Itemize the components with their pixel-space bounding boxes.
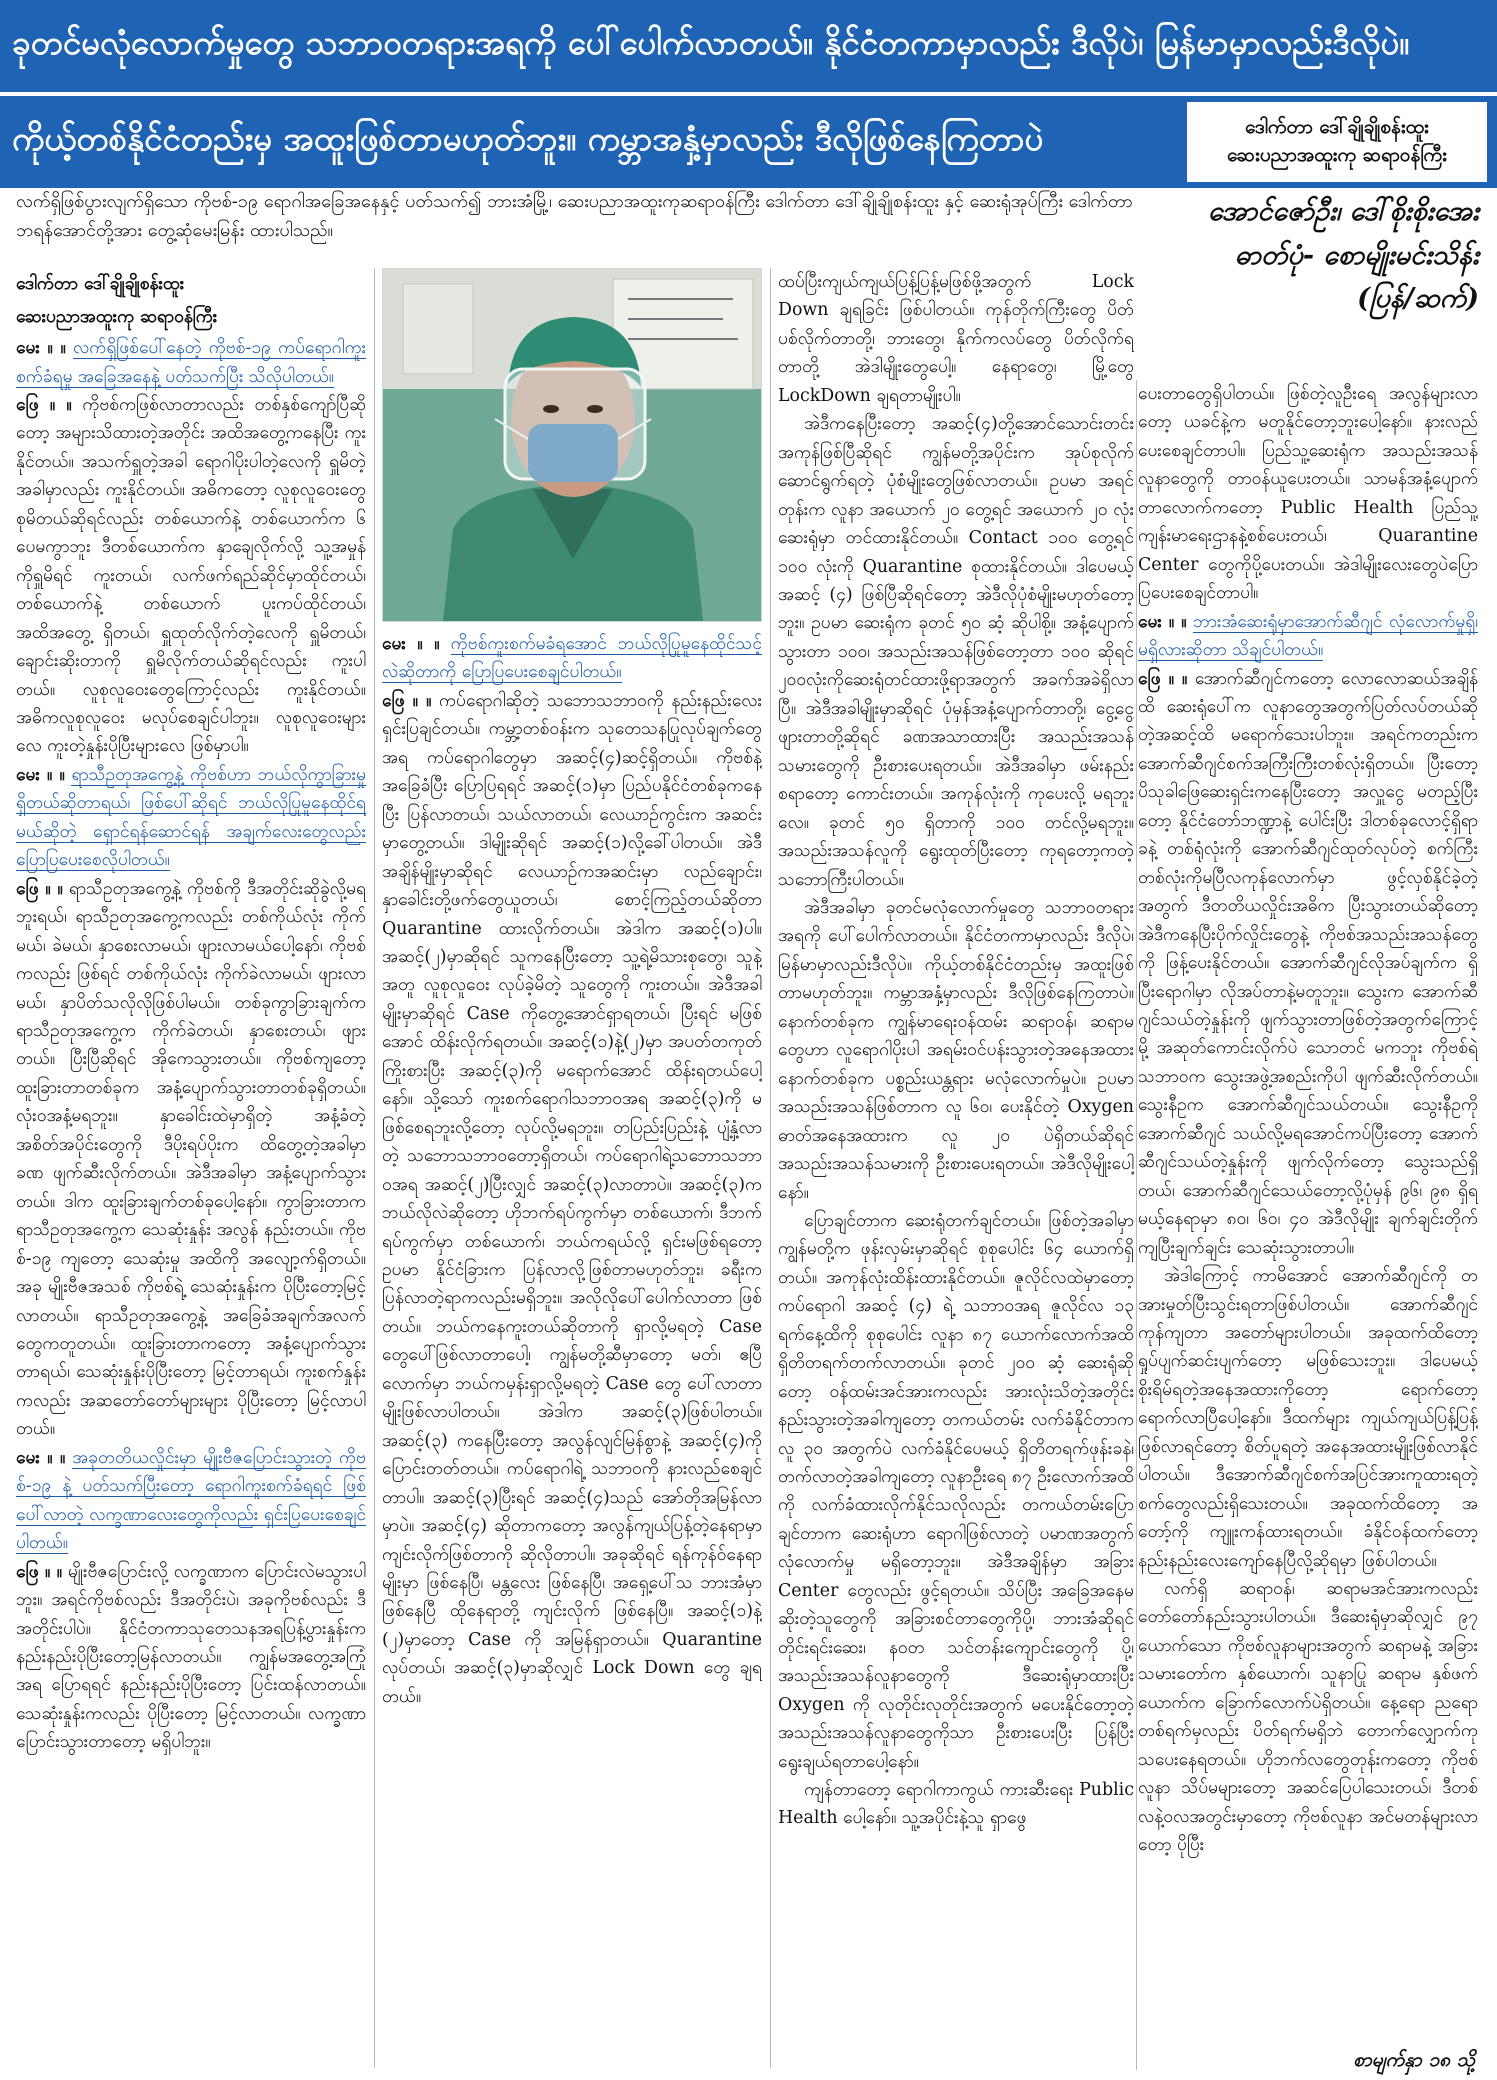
- answer-paragraph: [16, 1558, 366, 1757]
- body-paragraph: အဲဒီကနေပြီးတော့ အဆင့်(၄)တို့အောင်သောင်းတင်း အကုန်ဖြစ်ပြီဆိုရင် ကျွန်မတို့အပိုင်းက အုပ်စုလိုက် ဆောင်ရွက်ရတဲ့ ပုံစံမျိုးတွေဖြစ်လာတယ်။ ဥပမာ အရင်တုန်းက လူနာ အယောက် ၂၀ တွေ့ရင် အယောက် ၂၀ လုံး ဆေးရုံမှာ တင်ထားနိုင်တယ်။ Contact ၁၀၀ တွေ့ရင် ၁၀၀ လုံးကို Quarantine စုထားနိုင်တယ်။ ဒါပေမယ့် အဆင့် (၄) ဖြစ်ပြီဆိုရင်တော့ အဲဒီလိုပုံစံမျိုးမဟုတ်တော့ဘူး။ ဥပမာ ဆေးရုံက ခုတင် ၅၀ ဆံ့ ဆိုပါစို့။ အနံ့ပျောက်သွားတာ ၁၀၀၊ အသည်းအသန်ဖြစ်တော့တာ ၁၀၀ ဆိုရင် ၂၀၀လုံးကိုဆေးရုံတင်ထားဖို့ရာအတွက် အခက်အခဲရှိလာပြီ။ အဲဒီအခါမျိုးမှာဆိုရင် ပုံမှန်အနံ့ပျောက်တာတို့၊ ငွေ့ငွေ့ဖျားတာတို့ဆိုရင် ခဏအသာထားပြီး အသည်းအသန်သမားတွေကို ဦးစားပေးရတယ်။ အဲဒီအခါမှာ ဖမ်းနည်းစရာတော့ ကောင်းတယ်။ အကုန်လုံးကို ကုပေးလို့ မရဘူးလေ။ ခုတင် ၅၀ ရှိတာကို ၁၀၀ တင်လို့မရဘူး။ အသည်းအသန်လူကို ရွေးထုတ်ပြီးတော့ ကုရတော့ကတဲ့သဘောကြီးပါတယ်။: [778, 414, 1134, 890]
- body-paragraph: ပြောချင်တာက ဆေးရုံတက်ချင်တယ်။ ဖြစ်တဲ့အခါမှာ ကျွန်မတို့က ဖုန်းလှမ်းမှာဆိုရင် စုစုပေါင်း ၆၄ ယောက်ရှိတယ်။ အကုန်လုံးထိန်းထားနိုင်တယ်။ ဇူလိုင်လထဲမှာတော့ ကပ်ရောဂါ အဆင့် (၄) ရဲ့ သဘာဝအရ ဇူလိုင်လ ၁၃ ရက်နေ့ထိကို စုစုပေါင်း လူနာ ၈၇ ယောက်လောက်အထိ ရှိတိတရက်တက်လာတယ်။ ခုတင် ၂၀၀ ဆံ့ ဆေးရုံဆိုတော့ ဝန်ထမ်းအင်အားကလည်း အားလုံးသိတဲ့အတိုင်း နည်းသွားတဲ့အခါကျတော့ တကယ်တမ်း လက်ခံနိုင်တာက လူ ၃၀ အတွက်ပဲ လက်ခံနိုင်ပေမယ့် ရှိတိတရက်ဖုန်းခနဲ၊ တက်လာတဲ့အခါကျတော့ လူနာဦးရေ ၈၇ ဦးလောက်အထိကို လက်ခံထားလိုက်နိုင်သလိုလည်း တကယ်တမ်းပြောချင်တာက ဆေးရုံဟာ ရောဂါဖြစ်လာတဲ့ ပမာဏအတွက် လုံလောက်မှု မရှိတော့ဘူး။ အဲဒီအချိန်မှာ အခြား Center တွေလည်း ဖွင့်ရတယ်။ သိပ်ပြီး အခြေအနေမဆိုးတဲ့သူတွေကို အခြားစင်တာတွေကိုပို့၊ ဘားအံဆိုရင် တိုင်းရင်းဆေး၊ နဝတ သင်တန်းကျောင်းတွေကို ပို့၊ အသည်းအသန်လူနာတွေကို ဒီဆေးရုံမှာထားပြီး Oxygen ကို လုတိုင်းလုတိုင်းအတွက် မပေးနိုင်တော့တဲ့ အသည်းအသန်လူနာတွေကိုသာ ဦးစားပေးပြီး ပြန်ပြီး ရွေးချယ်ရတာပေါ့နော်။: [778, 1210, 1134, 1772]
- column-divider: [374, 268, 375, 2068]
- continued-on-page: စာမျက်နှာ ၁၈ သို့: [1353, 2049, 1475, 2071]
- answer-marker: ဖြေ ။ ။: [16, 878, 63, 899]
- answer-text: ကိုဗစ်ကဖြစ်လာတာလည်း တစ်နှစ်ကျော်ပြီဆိုတော့ အများသိထားတဲ့အတိုင်း အထိအတွေ့ကနေပြီး ကူးနိုင်တယ်။ အသက်ရှူတဲ့အခါ ရောဂါပိုးပါတဲ့လေကို ရှူမိတဲ့အခါမှာလည်း ကူးနိုင်တယ်။ အဓိကတော့ လူစုလူဝေးတွေစုမိတယ်ဆိုရင်လည်း တစ်ယောက်နဲ့ တစ်ယောက်က ၆ ပေမကွာဘူး ဒီတစ်ယောက်က နှာချေလိုက်လို့ သူ့အမှုန်ကိုရှူမိရင် ကူးတယ်၊ လက်ဖက်ရည်ဆိုင်မှာထိုင်တယ်၊ တစ်ယောက်နဲ့ တစ်ယောက် ပူးကပ်ထိုင်တယ်၊ အထိအတွေ့ ရှိတယ်၊ ရှူထုတ်လိုက်တဲ့လေကို ရှူမိတယ်၊ ချောင်းဆိုးတာကို ရှူမိလိုက်တယ်ဆိုရင်လည်း ကူးပါတယ်။ လူစုလူဝေးတွေကြောင့်လည်း ကူးနိုင်တယ်။ အဓိကလူစုလူဝေး မလုပ်စေချင်ပါဘူး။ လူစုလူဝေးများလေ ကူးတဲ့နှုန်းပိုပြီးများလေ ဖြစ်မှာပါ။: [16, 395, 366, 757]
- answer-marker: ဖြေ ။ ။: [382, 690, 432, 711]
- answer-text: မျိုးဗီဇပြောင်းလို့ လက္ခဏာက ပြောင်းလဲမသွားပါဘူး။ အရင်ကိုဗစ်လည်း ဒီအတိုင်းပဲ၊ အခုကိုဗစ်လည်း ဒီအတိုင်းပါပဲ။ နိုင်ငံတကာသုတေသနအရပြန့်ပွားနှုန်းကနည်းနည်းပိုပြီးတော့မြန်လာတယ်။ ကျွန်မအတွေ့အကြုံအရ ပြောရရင် နည်းနည်းပိုပြီးတော့ ပြင်းထန်လာတယ်။ သေဆုံးနှုန်းကလည်း ပိုပြီးတော့ မြင့်လာတယ်။ လက္ခဏာပြောင်းသွားတာတော့ မရှိပါဘူး။: [16, 1561, 366, 1753]
- byline: [1149, 190, 1479, 321]
- question-paragraph: [16, 1444, 366, 1558]
- column-divider: [770, 268, 771, 2068]
- interviewee-photo: [382, 268, 762, 622]
- photo-caption-question: [382, 630, 762, 687]
- answer-paragraph: [1138, 665, 1478, 1263]
- byline-source: (ပြန်/ဆက်): [1357, 283, 1479, 315]
- body-paragraph: ပေးတာတွေရှိပါတယ်။ ဖြစ်တဲ့လူဦးရေ အလွန်များလာတော့ ယခင်နဲ့က မတူနိုင်တော့ဘူးပေါ့နော်။ နားလည်ပေးစေချင်တာပါ။ ပြည်သူ့ဆေးရုံက အသည်းအသန် လူနာတွေကို တာဝန်ယူပေးတယ်။ သာမန်အနံ့ပျောက်တာလောက်ကတော့ Public Health ပြည်သူ့ကျန်းမာရေးဌာနနဲ့စစ်ပေးတယ်၊ Quarantine Center တွေကိုပို့ပေးတယ်။ အဲဒါမျိုးလေးတွေပဲပြောပြပေးစေချင်တာပါ။: [1138, 384, 1478, 604]
- body-paragraph: အဲဒီအခါမှာ ခုတင်မလုံလောက်မှုတွေ သဘာဝတရားအရကို ပေါ်ပေါက်လာတယ်။ နိုင်ငံတကာမှာလည်း ဒီလိုပဲ၊ မြန်မာမှာလည်းဒီလိုပဲ။ ကိုယ့်တစ်နိုင်ငံတည်းမှ အထူးဖြစ်တာမဟုတ်ဘူး။ ကမ္ဘာအနှံ့မှာလည်း ဒီလိုဖြစ်နေကြတာပဲ။ နောက်တစ်ခုက ကျွန်မာရေးဝန်ထမ်း ဆရာဝန်၊ ဆရာမတွေဟာ လူရောဂါပိုးပါ အရမ်းဝင်ပန်းသွားတဲ့အနေအထားနောက်တစ်ခုက ပစ္စည်းယန္တရား မလုံလောက်မှုပဲ။ ဥပမာ အသည်းအသန်ဖြစ်တာက လူ ၆၀၊ ပေးနိုင်တဲ့ Oxygen ဓာတ်အနေအထားက လူ ၂၀ ပဲရှိတယ်ဆိုရင် အသည်းအသန်သမားကို ဦးစားပေးရတယ်။ အဲဒီလိုမျိုးပေါ့နော်။: [778, 897, 1134, 1203]
- article-column-3: [778, 268, 1134, 2078]
- question-paragraph: [1138, 608, 1478, 665]
- question-marker: မေး ။ ။: [382, 634, 440, 654]
- question-marker: မေး ။ ။: [16, 764, 65, 785]
- question-text: ဘားအံဆေးရုံမှာအောက်ဆီဂျင် လုံလောက်မှုရှိ၊ မရှိလားဆိုတာ သိချင်ပါတယ်။: [1138, 611, 1478, 661]
- answer-paragraph: [16, 875, 366, 1444]
- article-column-2: [382, 630, 762, 2070]
- answer-text: ရာသီဥတုအကွေ့နဲ့ ကိုဗစ်ကို ဒီအတိုင်းဆိုခွဲလို့မရဘူးရယ်၊ ရာသီဥတုအကွေ့ကလည်း တစ်ကိုယ်လုံး ကိုက်မယ်၊ ခဲမယ်၊ နှာစေးလာမယ်၊ ဖျားလာမယ်ပေါ့နော်၊ ကိုဗစ်ကလည်း ဖြစ်ရင် တစ်ကိုယ်လုံး ကိုက်ခဲလာမယ်၊ ဖျားလာမယ်၊ နှာပိတ်သလိုလိုဖြစ်ပါမယ်။ တစ်ခုကွာခြားချက်က ရာသီဥတုအကွေ့က ကိုက်ခဲတယ်၊ နှာစေးတယ်၊ ဖျားတယ်။ ပြီးပြီဆိုရင် အိုကေသွားတယ်။ ကိုဗစ်ကျတော့ ထူးခြားတာတစ်ခုက အနံ့ပျောက်သွားတာတစ်ခုရှိတယ်။ လုံးဝအနံ့မရဘူး။ နှာခေါင်းထဲမှာရှိတဲ့ အနံ့ခံတဲ့အစိတ်အပိုင်းတွေကို ဒီပိုးရပ်ပိုးက ထိတွေ့တဲ့အခါမှာ ခဏ ဖျက်ဆီးလိုက်တယ်။ အဲဒီအခါမှာ အနံ့ပျောက်သွားတယ်။ ဒါက ထူးခြားချက်တစ်ခုပေါ့နော်။ ကွာခြားတာက ရာသီဥတုအကွေ့က သေဆုံးနှုန်း အလွန် နည်းတယ်။ ကိုဗစ်-၁၉ ကျတော့ သေဆုံးမှု အထိကို အလျော့က်ရှိတယ်။ အခု မျိုးဗီဇအသစ် ကိုဗစ်ရဲ့ သေဆုံးနှုန်းက ပိုပြီးတော့မြင့်လာတယ်။ ရာသီဥတုအကွေ့နဲ့ အခြေခံအချက်အလက်တွေကတူတယ်။ ထူးခြားတာကတော့ အနံ့ပျောက်သွားတာရယ်၊ သေဆုံးနှုန်းပိုပြီးတော့ မြင့်တာရယ်၊ ကူးစက်နှုန်းကလည်း အဆတော်တော်များများ ပိုပြီးတော့ မြင့်လာပါတယ်။: [16, 878, 366, 1440]
- answer-paragraph: [16, 391, 366, 761]
- badge-name: ဒေါက်တာ ဒေါ်ချိုချိုစန်းထူး: [1245, 116, 1429, 139]
- badge-title: ဆေးပညာအထူးကု ဆရာဝန်ကြီး: [1227, 144, 1447, 166]
- question-paragraph: [16, 761, 366, 875]
- question-text: လက်ရှိဖြစ်ပေါ်နေတဲ့ ကိုဗစ်-၁၉ ကပ်ရောဂါကူးစက်ခံရမှု အခြေအနေနဲ့ ပတ်သက်ပြီး သိလိုပါတယ်။: [16, 338, 366, 387]
- answer-text: ကပ်ရောဂါဆိုတဲ့ သဘောသဘာဝကို နည်းနည်းလေးရှင်းပြချင်တယ်။ ကမ္ဘာ့တစ်ဝန်းက သုတေသနပြုလုပ်ချက်တွေအရ ကပ်ရောဂါတွေမှာ အဆင့်(၄)ဆင့်ရှိတယ်။ ကိုဗစ်နဲ့ အခြေခံပြီး ပြောပြရရင် အဆင့်(၁)မှာ ပြည်ပနိုင်ငံတစ်ခုကနေပြီး ပြန်လာတယ်၊ သယ်လာတယ်၊ လေယာဉ်ကွင်းက အဆင်းမှာတွေ့တယ်။ ဒါမျိုးဆိုရင် အဆင့်(၁)လို့ခေါ်ပါတယ်။ အဲဒီအချိန်မျိုးမှာဆိုရင် လေယာဉ်ကအဆင်းမှာ လည်ချောင်း၊ နှာခေါင်းတို့ဖက်တွေယူတယ်၊ စောင့်ကြည့်တယ်ဆိုတာ Quarantine ထားလိုက်တယ်။ အဲဒါက အဆင့်(၁)ပါ။ အဆင့်(၂)မှာဆိုရင် သူကနေပြီးတော့ သူ့ရဲ့မိသားစုတွေ၊ သူနဲ့အတူ လူစုလူဝေး လုပ်ခဲ့မိတဲ့ သူတွေကို ကူးတယ်။ အဲဒီအခါမျိုးမှာဆိုရင် Case ကိုတွေ့အောင်ရှာရတယ်၊ ပြီးရင် မဖြစ်အောင် ထိန်းလိုက်ရတယ်။ အဆင့်(၁)နဲ့(၂)မှာ အပတ်တကုတ်ကြိုးစားပြီး အဆင့်(၃)ကို မရောက်အောင် ထိန်းရတယ်ပေါ့နော်။ သို့သော် ကူးစက်ရောဂါသဘာဝအရ အဆင့်(၃)ကို မဖြစ်စေရဘူးလို့တော့ လုပ်လို့မရဘူး။ တပြည်းပြည်းနဲ့ ပျံ့နှံ့လာတဲ့ သဘောသဘာဝတော့ရှိတယ်၊ ကပ်ရောဂါရဲ့သဘောသဘာဝအရ အဆင့်(၂)ပြီးလျှင် အဆင့်(၃)လာတာပဲ။ အဆင့်(၃)က ဘယ်လိုလဲဆိုတော့ ဟိုဘက်ရပ်ကွက်မှာ တစ်ယောက်၊ ဒီဘက်ရပ်ကွက်မှာ တစ်ယောက်၊ ဘယ်ကရယ်လို့ ရှင်းမဖြစ်ရတော့ ဥပမာ နိုင်ငံခြားက ပြန်လာလို့ဖြစ်တာမဟုတ်ဘူး၊ ခရီးက ပြန်လာတဲ့ရာကလည်းမရှိဘူး။ အလိုလိုပေါ်ပေါက်လာတာ ဖြစ်တယ်။ ဘယ်ကနေကူးတယ်ဆိုတာကို ရှာလို့မရတဲ့ Case တွေပေါ်ဖြစ်လာတာပေါ့၊ ကျွန်မတို့ဆီမှာတော့ မတ်၊ ဧပြီ လောက်မှာ ဘယ်ကမှန်းရှာလို့မရတဲ့ Case တွေ ပေါ်လာတာမျိုးဖြစ်လာပါတယ်။ အဲဒါက အဆင့်(၃)ဖြစ်ပါတယ်။ အဆင့်(၃) ကနေပြီးတော့ အလွန်လျင်မြန်စွာနဲ့ အဆင့်(၄)ကို ပြောင်းတတ်တယ်။ ကပ်ရောဂါရဲ့ သဘာဝကို နားလည်စေချင်တာပါ။ အဆင့်(၃)ပြီးရင် အဆင့်(၄)သည် အော်တိုအမြန်လာမှာပဲ။ အဆင့်(၄) ဆိုတာကတော့ အလွန်ကျယ်ပြန့်တဲ့နေရာမှာ ကျင်းလိုက်ဖြစ်တာကို ဆိုလိုတာပါ။ အခုဆိုရင် ရန်ကုန်ဝ်နေရာမျိုးမှာ ဖြစ်နေပြီ၊ မန္တလေး ဖြစ်နေပြီ၊ အရှေ့ပေါ်သ ဘားအံမှာ ဖြစ်နေပြီ ထိုနေရာတို့ ကျင်းလိုက် ဖြစ်နေပြီ။ အဆင့်(၁)နဲ့ (၂)မှာတော့ Case ကို အမြန်ရှာတယ်။ Quarantine လုပ်တယ်၊ အဆင့်(၃)မှာဆိုလျှင် Lock Down တွေ ချရတယ်။: [382, 690, 762, 1707]
- byline-authors: အောင်ဇော်ဦး၊ ဒေါ်စိုးစိုးအေး: [1208, 196, 1479, 227]
- body-paragraph: လက်ရှိ ဆရာဝန်၊ ဆရာမအင်အားကလည်းတော်တော်နည်းသွားပါတယ်။ ဒီဆေးရုံမှာဆိုလျှင် ၉၇ ယောက်သော ကိုဗစ်လူနာများအတွက် ဆရာမနဲ့ အခြား သမားတော်က နှစ်ယောက်၊ သူနာပြု ဆရာမ နှစ်ဖက်ယောက်က ခြောက်လောက်ပဲရှိတယ်။ နေ့ရော ညရော တစ်ရက်မှလည်း ပိတ်ရက်မရှိဘဲ တောက်လျှောက်ကုသပေးနေရတယ်။ ဟိုဘက်လတွေတုန်းကတော့ ကိုဗစ်လူနာ သိပ်မများတော့ အဆင်ပြေပါသေးတယ်၊ ဒီတစ်လနဲ့ဝလအတွင်းမှာတော့ ကိုဗစ်လူနာ အင်မတန်များလာတော့ ပိုပြီး: [1138, 1579, 1478, 1856]
- headline-banner-1: [0, 0, 1497, 92]
- answer-marker: ဖြေ ။ ။: [16, 1561, 62, 1582]
- interviewee-title: ဆေးပညာအထူးကု ဆရာဝန်ကြီး: [16, 307, 218, 328]
- body-paragraph: အဲဒါကြောင့် ကာမိအောင် အောက်ဆီဂျင်ကို တအားမှုတ်ပြီးသွင်းရတာဖြစ်ပါတယ်။ အောက်ဆီဂျင်ကုန်ကျတာ အတော်များပါတယ်။ အခုထက်ထိတော့ ရှုပ်ပျက်ဆင်းပျက်တော့ မဖြစ်သေးဘူး။ ဒါပေမယ့် စိုးရိမ်ရတဲ့အနေအထားကိုတော့ ရောက်တော့ ရောက်လာပြီပေါ့နော်။ ဒီထက်များ ကျယ်ကျယ်ပြန့်ပြန့်ဖြစ်လာရင်တော့ စိတ်ပူရတဲ့ အနေအထားမျိုးဖြစ်လာနိုင်ပါတယ်။ ဒီအောက်ဆီဂျင်စက်အပြင်အားကူထားရတဲ့စက်တွေလည်းရှိသေးတယ်။ အခုထက်ထိတော့ အတော့်ကို ကျူးကန်ထားရတယ်။ ခံနိုင်ဝန်ထက်တော့ နည်းနည်းလေးကျော်နေပြီလို့ဆိုရမှာ ဖြစ်ပါတယ်။: [1138, 1266, 1478, 1571]
- article-column-4: [1138, 380, 1478, 2070]
- question-text: အခုတတိယလှိုင်းမှာ မျိုးဗီဇပြောင်းသွားတဲ့ ကိုဗစ်-၁၉ နဲ့ ပတ်သက်ပြီးတော့ ရောဂါကူးစက်ခံရရင် ဖြစ်ပေါ်လာတဲ့ လက္ခဏာလေးတွေကိုလည်း ရှင်းပြပေးစေချင်ပါတယ်။: [16, 1447, 366, 1554]
- interviewee-badge: [1187, 102, 1487, 182]
- interviewee-name: ဒေါက်တာ ဒေါ်ချိုချိုစန်းထူး: [16, 274, 185, 294]
- body-paragraph: ထပ်ပြီးကျယ်ကျယ်ပြန့်ပြန့်မဖြစ်ဖို့အတွက် Lock Down ချရခြင်း ဖြစ်ပါတယ်။ ကုန်တိုက်ကြီးတွေ ပိတ်ပစ်လိုက်တာတို့၊ ဘားတွေ၊ နိုက်ကလပ်တွေ ပိတ်လိုက်ရတာတို့ အဲဒါမျိုးတွေပေါ့။ နေရာတွေ၊ မြို့တွေ LockDown ချရတာမျိုးပါ။: [778, 272, 1134, 406]
- question-text: ကိုဗစ်ကူးစက်မခံရအောင် ဘယ်လိုပြုမူနေထိုင်သင့်လဲဆိုတာကို ပြောပြပေးစေချင်ပါတယ်။: [382, 634, 762, 683]
- intro-paragraph: လက်ရှိဖြစ်ပွားလျက်ရှိသော ကိုဗစ်-၁၉ ရောဂါအခြေအနေနှင့် ပတ်သက်၍ ဘားအံမြို့၊ ဆေးပညာအထူးကုဆရာဝန်ကြီး ဒေါက်တာ ဒေါ်ချိုချိုစန်းထူး နှင့် ဆေးရုံအုပ်ကြီး ဒေါက်တာ ဘရန်အောင်တို့အား တွေ့ဆုံမေးမြန်း ထားပါသည်။: [16, 191, 1133, 241]
- byline-photo-credit: ဓာတ်ပုံ- စောမျိုးမင်းသိန်း: [1234, 239, 1479, 271]
- question-marker: မေး ။ ။: [16, 338, 66, 359]
- body-paragraph: ကျန်တာတော့ ရောဂါကာကွယ် ကားဆီးရေး Public Health ပေါ့နော်။ သူ့အပိုင်းနဲ့သူ ရှာဖွေ: [778, 1780, 1134, 1829]
- answer-marker: ဖြေ ။ ။: [1138, 668, 1188, 689]
- answer-paragraph: [382, 687, 762, 1711]
- column-divider: [1136, 380, 1137, 2070]
- doctor-photo-illustration: [383, 269, 761, 621]
- question-text: ရာသီဥတုအကွေ့နဲ့ ကိုဗစ်ဟာ ဘယ်လိုကွာခြားမှုရှိတယ်ဆိုတာရယ်၊ ဖြစ်ပေါ်ဆိုရင် ဘယ်လိုပြုမူနေထိုင်ရမယ်ဆိုတဲ့ ရှောင်ရန်ဆောင်ရန် အချက်လေးတွေလည်း ပြောပြပေးစေလိုပါတယ်။: [16, 764, 366, 871]
- question-marker: မေး ။ ။: [16, 1447, 66, 1468]
- headline-line-2: ကိုယ့်တစ်နိုင်ငံတည်းမှ အထူးဖြစ်တာမဟုတ်ဘူး။ ကမ္ဘာအနှံ့မှာလည်း ဒီလိုဖြစ်နေကြတာပဲ: [12, 118, 1044, 158]
- question-marker: မေး ။ ။: [1138, 611, 1187, 632]
- headline-line-1: ခုတင်မလုံလောက်မှုတွေ သဘာဝတရားအရကို ပေါ်ပေါက်လာတယ်။ နိုင်ငံတကာမှာလည်း ဒီလိုပဲ၊ မြန်မာမှာလည်းဒီလိုပဲ။: [12, 22, 1410, 62]
- question-paragraph: [16, 334, 366, 391]
- answer-text: အောက်ဆီဂျင်ကတော့ လောလောဆယ်အချိန်ထိ ဆေးရုံပေါ်က လူနာတွေအတွက်ပြတ်လပ်တယ်ဆိုတဲ့အဆင့်ထိ မရောက်သေးပါဘူး။ အရင်ကတည်းက အောက်ဆီဂျင်စက်အကြီးကြီးတစ်လုံးရှိတယ်။ ပြီးတော့ ပိသုခါဖြေဆေးရှင်းကနေပြီးတော့ အလှူငွေ မတည့်ပြီးတော့ နိုင်ငံတော်ဘဏ္ဍာနဲ့ ပေါင်းပြီး ဒါတစ်ခုလောင့်ရှိရာခနဲ့ တစ်ရုံလုံးကို အောက်ဆီဂျင်ထုတ်လုပ်တဲ့ စက်ကြီးတစ်လုံးကိုမပြီလကုန်လောက်မှာ ဖွင့်လှစ်နိုင်ခဲ့တဲ့အတွက် ဒီတတိယလှိုင်းအဓိက ပြီးသွားတယ်ဆိုတော့ အဲဒီကနေပြီးပိုက်လှိုင်းတွေနဲ့ ကိုဗစ်အသည်းအသန်တွေကို ဖြန့်ပေးနိုင်တယ်။ အောက်ဆီဂျင်လိုအပ်ချက်က ရှိပြီးရောဂါမှာ လိုအပ်တာနဲ့မတူဘူး။ သွေးက အောက်ဆီဂျင်သယ်တဲ့နှုန်းကို ဖျက်သွားတာဖြစ်တဲ့အတွက်ကြောင့်မို့ အဆုတ်ကောင်းလိုက်ပဲ သောတင် မကဘူး ကိုဗစ်ရဲ့သဘာဝက သွေးအဖွဲ့အစည်းကိုပါ ဖျက်ဆီးလိုက်တယ်။ သွေးနီဥက အောက်ဆီဂျင်သယ်တယ်။ သွေးနီဥကို အောက်ဆီဂျင် သယ်လို့မရအောင်ကပ်ပြီးတော့ အောက်ဆီဂျင်သယ်တဲ့နှုန်းကို ဖျက်လိုက်တော့ သွေးသည်ရှိတယ်၊ အောက်ဆီဂျင်သေယ်တော့လို့ပုံမှန် ၉၆၊ ၉၈ ရှိရမယ့်နေရာမှာ ၈၀၊ ၆၀၊ ၄၀ အဲဒီလိုမျိုး ချက်ချင်းတိုက်ကျပြီးချက်ချင်း သေဆုံးသွားတာပါ။: [1138, 668, 1478, 1258]
- headline-banner-2: [0, 96, 1497, 188]
- answer-marker: ဖြေ ။ ။: [16, 395, 72, 416]
- interviewee-heading: [16, 268, 366, 334]
- article-column-1: [16, 268, 366, 2073]
